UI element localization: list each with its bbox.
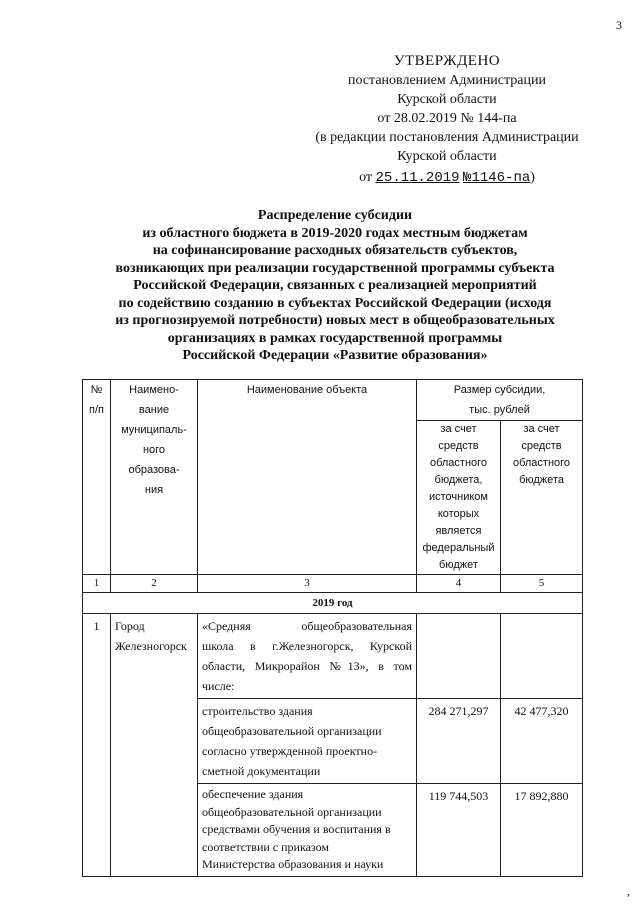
object-text: школа в г.Железногорск, Курской [202,639,412,653]
header-text: бюджет [439,559,478,571]
object-text: общеобразовательной организации [202,804,382,819]
column-number: 3 [198,575,417,593]
header-text: за счет [523,423,560,435]
title-line: Распределение субсидии [257,208,413,223]
approval-line: (в редакции постановления Администрации [315,130,579,145]
object-text: соответствии с приказом [202,839,329,854]
header-text: областного [429,457,488,469]
object-text: сметной документации [202,764,321,778]
title-line: из прогнозируемой потребности) новых мест в общеобразовательных [115,313,555,328]
header-municipality [111,380,198,575]
header-text: источником [428,491,488,503]
header-text: Наименование объекта [246,384,368,396]
header-text: п/п [89,404,104,416]
object-text: общеобразовательной организации [202,724,382,738]
municipality-text: Город [115,619,145,633]
approval-stamp [292,52,602,188]
year-label: 2019 год [83,593,583,614]
header-text: федеральный [422,542,495,554]
header-text: Размер субсидии, [453,384,546,396]
object-text: средствами обучения и воспитания в [202,822,391,836]
object-item [198,784,417,877]
row-number: 1 [83,614,111,877]
subsidy-table [82,379,583,877]
empty-cell [501,614,583,699]
title-line: организациях в рамках государственной программы [167,330,503,346]
approval-number: 1146-па [471,170,531,186]
approval-line: Курской области [397,92,497,107]
approval-heading: УТВЕРЖДЕНО [393,53,501,69]
closing-bracket: ) [530,170,535,185]
title-line: Российской Федерации, связанных с реализацией мероприятий [133,278,537,293]
object-text: числе: [202,679,235,693]
regional-amount: 42 477,320 [501,699,583,784]
header-text: Наимено- [129,384,179,396]
object-text: области, Микрорайон №13», в том [202,659,412,673]
header-text: тыс. рублей [469,404,530,416]
municipality-text: Железногорск [115,639,187,653]
header-text: средств [521,440,562,452]
column-number: 4 [417,575,501,593]
federal-amount: 119 744,503 [417,784,501,877]
header-subsidy [417,380,583,421]
row-municipality [111,614,198,877]
scan-mark: , [627,884,630,898]
approval-line: Курской области [397,149,497,164]
header-federal-source [417,421,501,575]
header-text: бюджета, [434,474,483,486]
header-text: за счет [440,423,477,435]
header-text: образова- [128,464,180,476]
title-line: возникающих при реализации государственной программы субъекта [115,260,555,276]
empty-cell [417,614,501,699]
header-text: является [435,525,482,537]
header-text: областного [512,457,571,469]
approval-date-line [292,168,602,188]
object-text: «Средняя общеобразовательная [202,619,412,633]
title-line: по содействию созданию в субъектах Российской Федерации (исходя [118,295,552,311]
header-text: бюджета [519,474,564,486]
header-object [198,380,417,575]
header-text: ного [142,444,166,456]
regional-amount: 17 892,880 [501,784,583,877]
title-line: из областного бюджета в 2019-2020 годах местным бюджетам [142,225,528,241]
number-prefix: № [463,170,472,186]
title-line: Российской Федерации «Развитие образования» [182,348,488,363]
object-text: обеспечение здания [202,787,304,801]
object-intro [198,614,417,699]
header-text: вание [138,404,170,416]
approval-line: от 28.02.2019 № 144-па [377,111,517,126]
approval-date: 25.11.2019 [375,170,460,186]
column-number: 5 [501,575,583,593]
header-text: ния [144,484,164,496]
date-prefix: от [359,170,373,185]
column-number: 2 [111,575,198,593]
document-title [60,207,610,365]
page-number: 3 [616,18,622,32]
object-text: согласно утвержденной проектно- [202,744,378,758]
federal-amount: 284 271,297 [417,699,501,784]
header-text: средств [438,440,479,452]
header-text: № [90,384,103,396]
object-item [198,699,417,784]
header-text: которых [437,508,480,520]
title-line: на софинансирование расходных обязательств субъектов, [152,243,518,258]
approval-line: постановлением Администрации [348,73,546,88]
header-number [83,380,111,575]
header-regional-source [501,421,583,575]
header-text: муниципаль- [121,424,187,436]
column-number: 1 [83,575,111,593]
object-text: строительство здания [202,704,313,718]
object-text: Министерства образования и науки [202,857,384,871]
